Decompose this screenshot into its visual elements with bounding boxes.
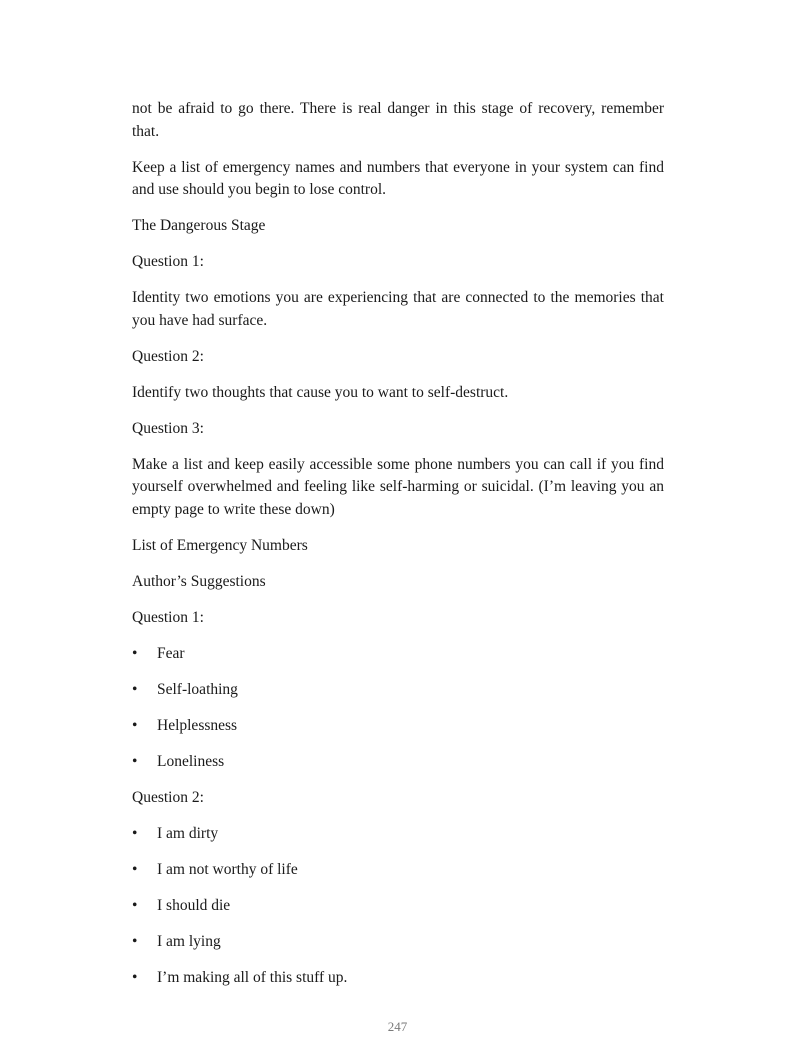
- list-item: [132, 643, 664, 666]
- authors-suggestions-heading: Author’s Suggestions: [132, 572, 266, 590]
- bullet-icon: •: [132, 716, 138, 734]
- paragraph-danger-warning: not be afraid to go there. There is real danger in this stage of recovery, remember that.: [132, 100, 664, 140]
- question-2-label: Question 2:: [132, 347, 204, 365]
- bullet-icon: •: [132, 644, 138, 662]
- list-item-text: Helplessness: [157, 716, 238, 734]
- question-1-label: Question 1:: [132, 253, 204, 270]
- list-item: [132, 967, 664, 990]
- bullet-icon: •: [132, 680, 138, 698]
- suggestion-question-2-label: Question 2:: [132, 788, 204, 806]
- emergency-numbers-heading: List of Emergency Numbers: [132, 536, 308, 554]
- list-item: [132, 895, 664, 918]
- suggestion-question-2-list: [132, 823, 664, 990]
- list-item: [132, 751, 664, 774]
- bullet-icon: •: [132, 752, 138, 770]
- page-number: 247: [387, 1019, 408, 1034]
- list-item: [132, 823, 664, 846]
- list-item-text: I’m making all of this stuff up.: [157, 968, 348, 986]
- question-3-text: Make a list and keep easily accessible some phone numbers you can call if you find yourself overwhelmed and feeling like self-harming or suicidal. (I’m leaving you an empty page to write these down): [132, 455, 664, 518]
- list-item: [132, 859, 664, 882]
- bullet-icon: •: [132, 824, 138, 842]
- list-item: [132, 679, 664, 702]
- list-item-text: Fear: [157, 644, 185, 662]
- list-item-text: I should die: [157, 896, 231, 914]
- list-item-text: I am dirty: [157, 824, 219, 842]
- list-item: [132, 931, 664, 954]
- list-item-text: I am not worthy of life: [157, 860, 298, 878]
- list-item-text: Self-loathing: [157, 680, 238, 698]
- list-item-text: I am lying: [157, 932, 221, 950]
- suggestion-question-1-list: [132, 643, 664, 774]
- bullet-icon: •: [132, 968, 138, 986]
- paragraph-emergency-list: Keep a list of emergency names and numbers that everyone in your system can find and use should you begin to lose control.: [132, 158, 664, 198]
- list-item: [132, 715, 664, 738]
- bullet-icon: •: [132, 896, 138, 914]
- question-2-text: Identify two thoughts that cause you to want to self-destruct.: [132, 383, 509, 401]
- section-heading-dangerous-stage: The Dangerous Stage: [132, 217, 266, 234]
- bullet-icon: •: [132, 860, 138, 878]
- bullet-icon: •: [132, 932, 138, 950]
- document-page: [132, 98, 664, 1003]
- question-3-label: Question 3:: [132, 419, 204, 437]
- suggestion-question-1-label: Question 1:: [132, 608, 204, 626]
- question-1-text: Identity two emotions you are experiencing that are connected to the memories that you have had surface.: [132, 289, 664, 329]
- list-item-text: Loneliness: [157, 752, 225, 770]
